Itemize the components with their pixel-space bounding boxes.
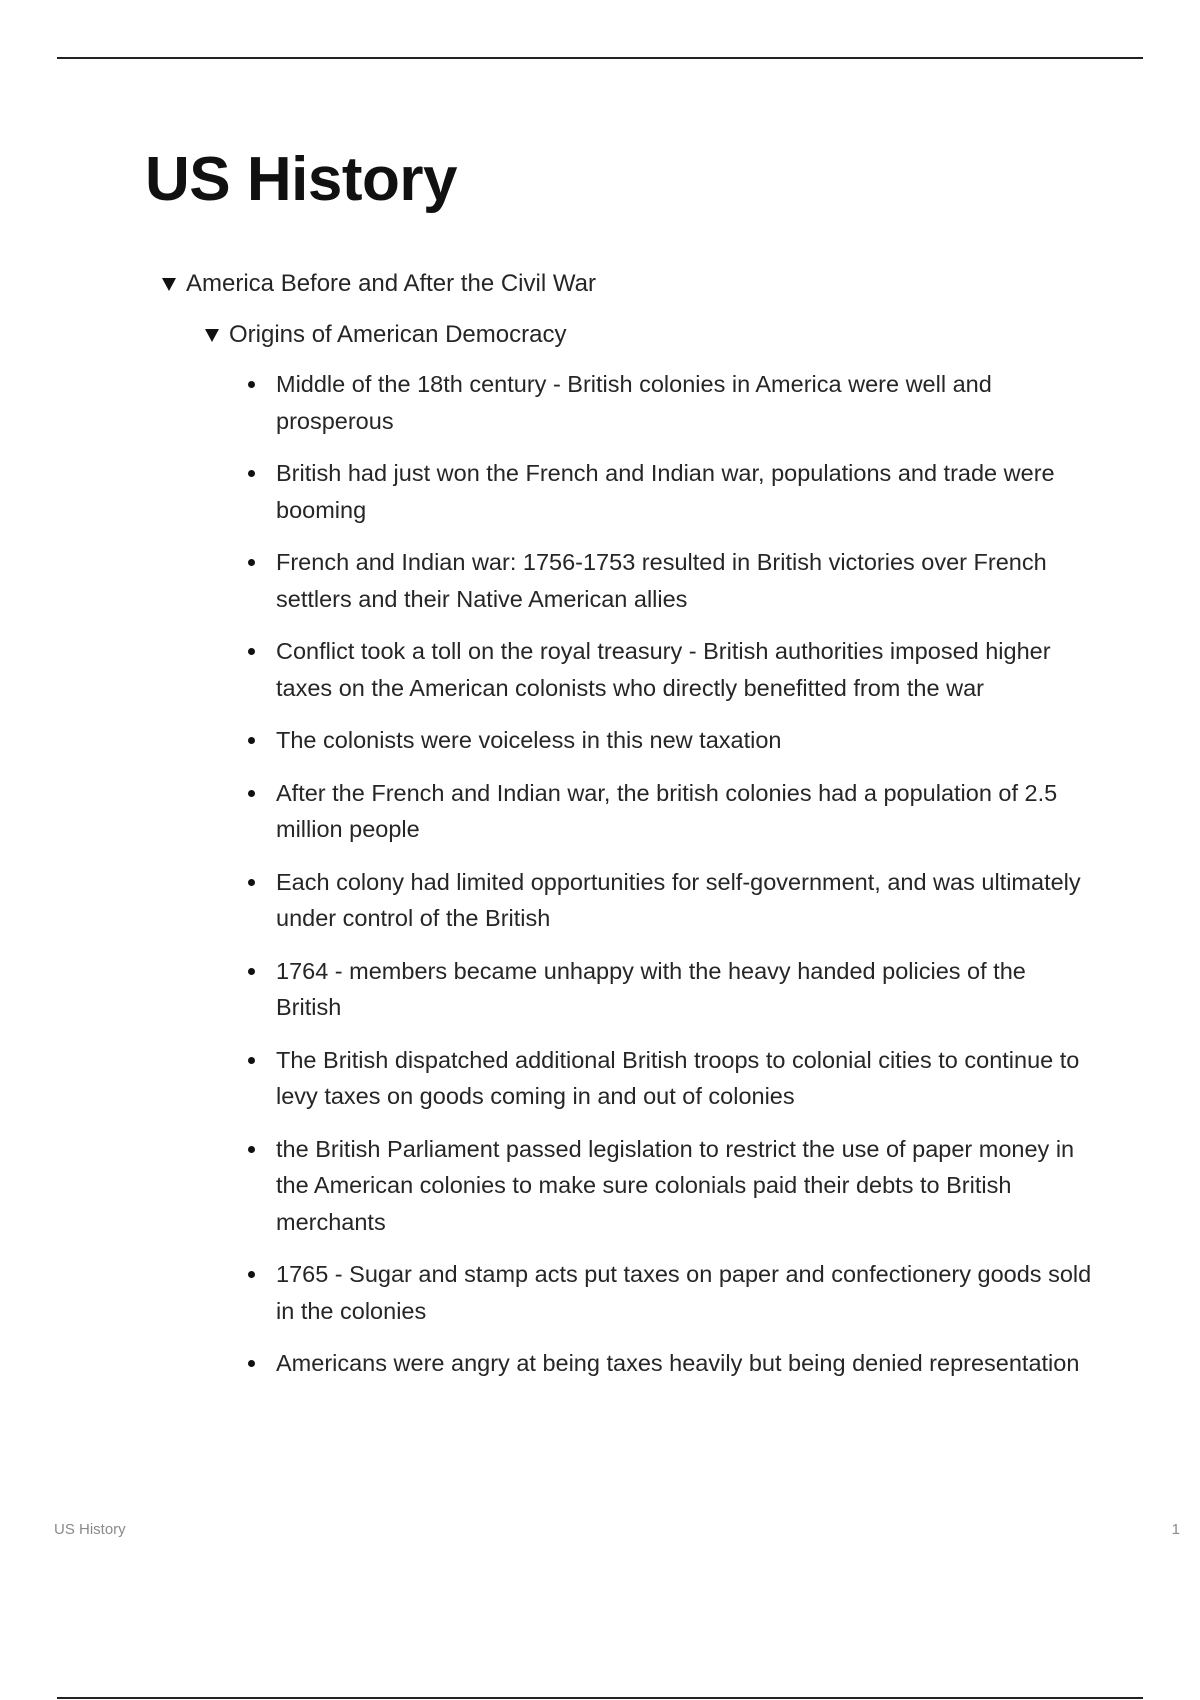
list-item bbox=[247, 1042, 1097, 1115]
bullet-icon bbox=[248, 1360, 255, 1367]
top-divider bbox=[57, 57, 1143, 59]
bullet-icon bbox=[248, 790, 255, 797]
list-item bbox=[247, 1345, 1097, 1382]
list-item bbox=[247, 775, 1097, 848]
list-item bbox=[247, 366, 1097, 439]
bullet-icon bbox=[248, 737, 255, 744]
list-item-text: 1764 - members became unhappy with the heavy handed policies of the British bbox=[276, 957, 1026, 1020]
bullet-icon bbox=[248, 1057, 255, 1064]
bullet-icon bbox=[248, 968, 255, 975]
list-item-text: The British dispatched additional British troops to colonial cities to continue to levy taxes on goods coming in and out of colonies bbox=[276, 1046, 1080, 1109]
bullet-icon bbox=[248, 559, 255, 566]
bullet-icon bbox=[248, 648, 255, 655]
triangle-down-icon[interactable] bbox=[205, 329, 219, 342]
list-item-text: The colonists were voiceless in this new taxation bbox=[276, 727, 782, 753]
footer-title: US History bbox=[54, 1521, 126, 1538]
list-item-text: 1765 - Sugar and stamp acts put taxes on paper and confectionery goods sold in the colonies bbox=[276, 1261, 1092, 1324]
list-item bbox=[247, 633, 1097, 706]
list-item-text: After the French and Indian war, the british colonies had a population of 2.5 million people bbox=[276, 779, 1058, 842]
triangle-down-icon[interactable] bbox=[162, 278, 176, 291]
list-item bbox=[247, 864, 1097, 937]
list-item bbox=[247, 1256, 1097, 1329]
bullet-icon bbox=[248, 1271, 255, 1278]
list-item-text: Americans were angry at being taxes heavily but being denied representation bbox=[276, 1350, 1080, 1376]
list-item-text: Each colony had limited opportunities for self-government, and was ultimately under control of the British bbox=[276, 868, 1081, 931]
bullet-icon bbox=[248, 470, 255, 477]
toggle-label: America Before and After the Civil War bbox=[186, 270, 596, 297]
list-item bbox=[247, 1131, 1097, 1241]
page-title: US History bbox=[145, 145, 457, 214]
bullet-icon bbox=[248, 1146, 255, 1153]
toggle-america-civil-war[interactable] bbox=[162, 268, 596, 300]
bullet-icon bbox=[248, 381, 255, 388]
list-item bbox=[247, 455, 1097, 528]
list-item bbox=[247, 953, 1097, 1026]
list-item bbox=[247, 544, 1097, 617]
bottom-divider bbox=[57, 1697, 1143, 1699]
bullet-list bbox=[247, 366, 1097, 1398]
list-item-text: Middle of the 18th century - British colonies in America were well and prosperous bbox=[276, 371, 992, 434]
list-item-text: French and Indian war: 1756-1753 resulted in British victories over French settlers and their Native American allies bbox=[276, 549, 1047, 612]
list-item-text: British had just won the French and Indian war, populations and trade were booming bbox=[276, 460, 1055, 523]
list-item-text: Conflict took a toll on the royal treasury - British authorities imposed higher taxes on the American colonists who directly benefitted from the war bbox=[276, 638, 1051, 701]
list-item bbox=[247, 722, 1097, 759]
toggle-label: Origins of American Democracy bbox=[229, 321, 567, 348]
list-item-text: the British Parliament passed legislation to restrict the use of paper money in the American colonies to make sure colonials paid their debts to British merchants bbox=[276, 1135, 1075, 1235]
toggle-origins-democracy[interactable] bbox=[205, 319, 566, 351]
footer-page-number: 1 bbox=[1171, 1521, 1180, 1538]
bullet-icon bbox=[248, 879, 255, 886]
